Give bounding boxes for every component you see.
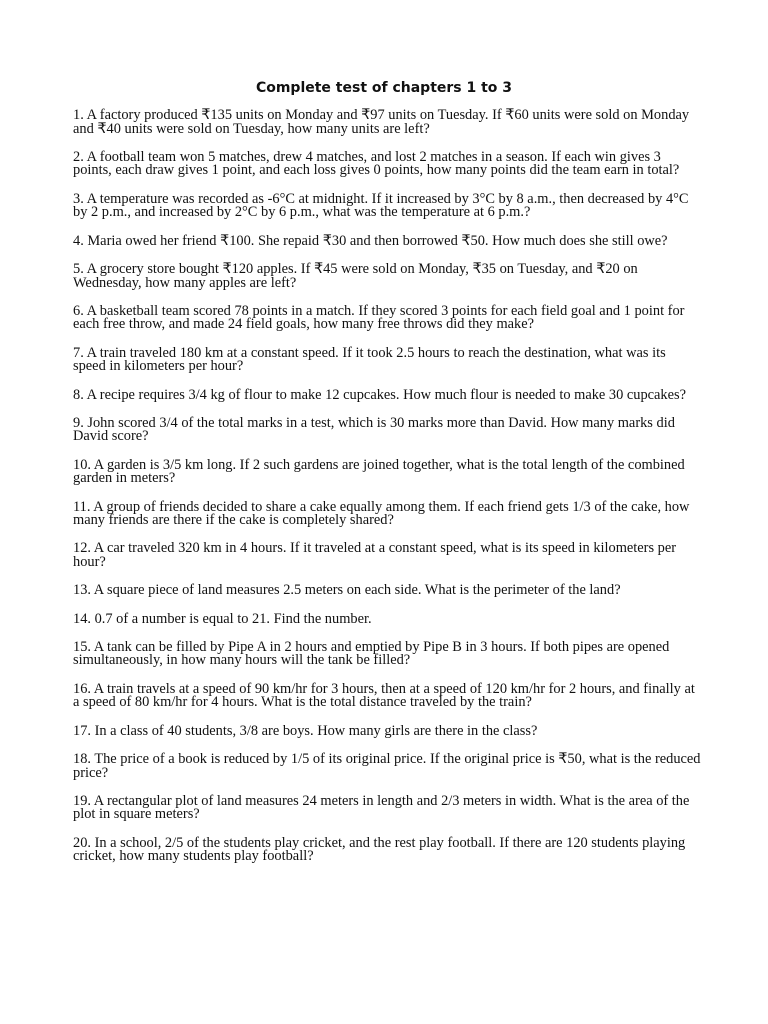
- question-19: 19. A rectangular plot of land measures 24 meters in length and 2/3 meters in width. What is the area of the plot in square meters?: [73, 792, 690, 823]
- question-6: 6. A basketball team scored 78 points in a match. If they scored 3 points for each field goal and 1 point for each free throw, and made 24 field goals, how many free throws did they make?: [73, 302, 685, 333]
- question-17: 17. In a class of 40 students, 3/8 are boys. How many girls are there in the class?: [73, 722, 538, 739]
- question-10: 10. A garden is 3/5 km long. If 2 such gardens are joined together, what is the total length of the combined garden in meters?: [73, 456, 685, 487]
- question-9: 9. John scored 3/4 of the total marks in a test, which is 30 marks more than David. How many marks did David score?: [73, 414, 675, 445]
- question-13: 13. A square piece of land measures 2.5 meters on each side. What is the perimeter of the land?: [73, 582, 621, 599]
- question-1: 1. A factory produced ₹135 units on Monday and ₹97 units on Tuesday. If ₹60 units were sold on Monday and ₹40 units were sold on Tuesday, how many units are left?: [73, 107, 690, 137]
- question-list: [73, 109, 701, 879]
- question-7: 7. A train traveled 180 km at a constant speed. If it took 2.5 hours to reach the destination, what was its speed in kilometers per hour?: [73, 344, 666, 375]
- question-5: 5. A grocery store bought ₹120 apples. If ₹45 were sold on Monday, ₹35 on Tuesday, and ₹20 on Wednesday, how many apples are left?: [73, 260, 638, 291]
- question-15: 15. A tank can be filled by Pipe A in 2 hours and emptied by Pipe B in 3 hours. If both pipes are opened simultaneously, in how many hours will the tank be filled?: [73, 638, 670, 669]
- question-4: 4. Maria owed her friend ₹100. She repaid ₹30 and then borrowed ₹50. How much does she still owe?: [73, 232, 668, 249]
- question-3: 3. A temperature was recorded as -6°C at midnight. If it increased by 3°C by 8 a.m., then decreased by 4°C by 2 p.m., and increased by 2°C by 6 p.m., what was the temperature at 6 p.m.?: [73, 190, 689, 221]
- question-16: 16. A train travels at a speed of 90 km/hr for 3 hours, then at a speed of 120 km/hr for 2 hours, and finally at a speed of 80 km/hr for 4 hours. What is the total distance traveled by the train?: [73, 680, 695, 711]
- question-18: 18. The price of a book is reduced by 1/5 of its original price. If the original price is ₹50, what is the reduced price?: [73, 750, 701, 781]
- question-12: 12. A car traveled 320 km in 4 hours. If it traveled at a constant speed, what is its speed in kilometers per hour?: [73, 540, 677, 571]
- question-14: 14. 0.7 of a number is equal to 21. Find the number.: [73, 610, 372, 627]
- page-title: Complete test of chapters 1 to 3: [255, 80, 513, 96]
- question-2: 2. A football team won 5 matches, drew 4 matches, and lost 2 matches in a season. If each win gives 3 points, each draw gives 1 point, and each loss gives 0 points, how many points did the team earn in total?: [73, 148, 680, 179]
- question-11: 11. A group of friends decided to share a cake equally among them. If each friend gets 1/3 of the cake, how many friends are there if the cake is completely shared?: [73, 498, 690, 529]
- question-8: 8. A recipe requires 3/4 kg of flour to make 12 cupcakes. How much flour is needed to make 30 cupcakes?: [73, 386, 687, 403]
- question-20: 20. In a school, 2/5 of the students play cricket, and the rest play football. If there are 120 students playing cricket, how many students play football?: [73, 834, 686, 865]
